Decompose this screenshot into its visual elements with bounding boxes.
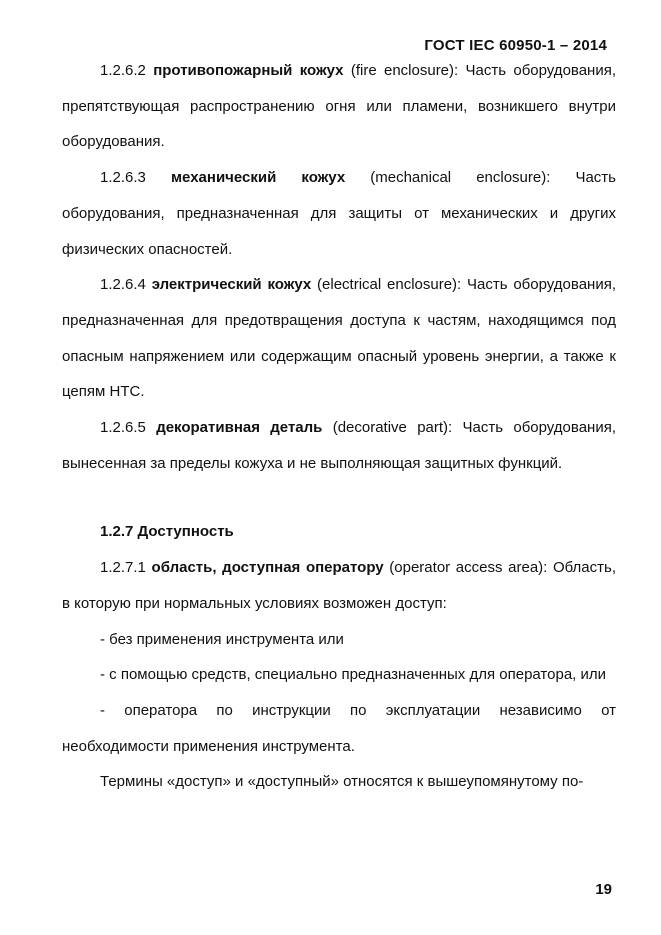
definition-text: (electrical enclosure): Часть оборудования, предназначенная для предотвращения доступа к частям, находящимся под опасным напряжением или содержащим опасный уровень энергии, а также к цепям НТС. xyxy=(62,276,616,401)
term: электрический кожух xyxy=(151,276,312,294)
document-body xyxy=(62,53,616,800)
term: декоративная деталь xyxy=(156,419,323,437)
term: противопожарный кожух xyxy=(153,62,344,79)
definition-paragraph xyxy=(62,53,616,160)
page-number: 19 xyxy=(595,881,612,898)
definition-text: (mechanical enclosure): Часть оборудования, предназначенная для защиты от механических и других физических опасностей. xyxy=(62,169,616,258)
clause-number: 1.2.6.4 xyxy=(100,276,146,294)
list-item: - с помощью средств, специально предназначенных для оператора, или xyxy=(100,666,607,684)
definition-text: (decorative part): Часть оборудования, вынесенная за пределы кожуха и не выполняющая защитных функций. xyxy=(62,419,616,472)
section-heading: 1.2.7 Доступность xyxy=(100,523,234,541)
clause-number: 1.2.7.1 xyxy=(100,559,146,577)
definition-text: (fire enclosure): Часть оборудования, препятствующая распространению огня или пламени, возникшего внутри оборудования. xyxy=(62,62,617,151)
page-header: ГОСТ IEC 60950-1 – 2014 xyxy=(424,37,607,54)
definition-text: (operator access area): Область, в которую при нормальных условиях возможен доступ: xyxy=(62,559,617,612)
term: механический кожух xyxy=(170,169,346,187)
definition-paragraph xyxy=(62,267,616,410)
definition-paragraph xyxy=(62,410,616,481)
definition-paragraph xyxy=(62,160,616,267)
clause-number: 1.2.6.2 xyxy=(100,62,146,79)
list-item: - без применения инструмента или xyxy=(100,630,344,648)
body-paragraph: Термины «доступ» и «доступный» относятся к вышеупомянутому по- xyxy=(100,773,584,791)
clause-number: 1.2.6.5 xyxy=(100,419,146,437)
list-item: - оператора по инструкции по эксплуатации независимо от необходимости применения инструмента. xyxy=(62,701,616,755)
clause-number: 1.2.6.3 xyxy=(100,169,146,187)
term: область, доступная оператору xyxy=(151,559,384,577)
definition-paragraph xyxy=(62,550,616,621)
